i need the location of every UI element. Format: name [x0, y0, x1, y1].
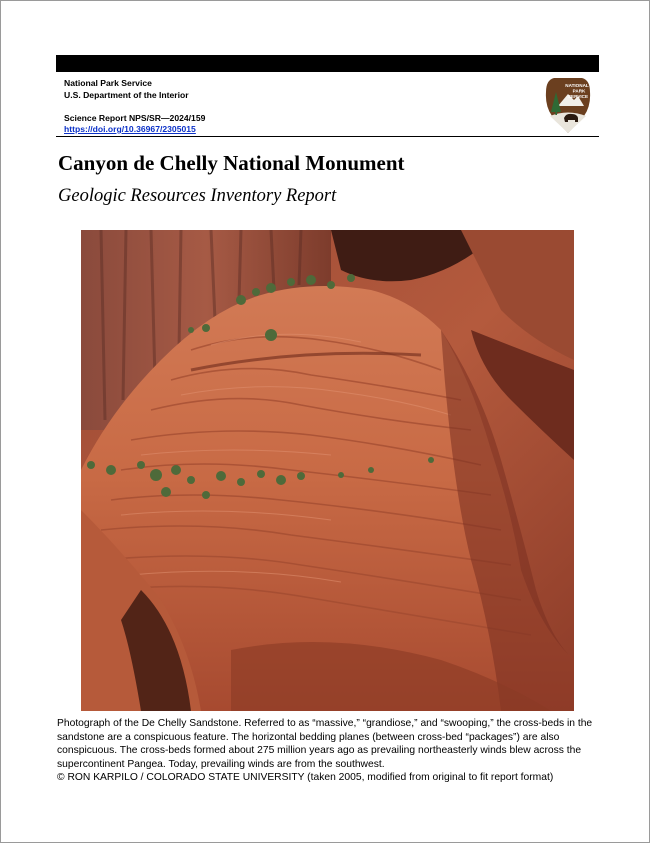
doi-link[interactable]: https://doi.org/10.36967/2305015 [64, 124, 196, 134]
agency-block [64, 77, 189, 101]
page-subtitle: Geologic Resources Inventory Report [58, 186, 337, 206]
logo-text-line1: NATIONAL [565, 83, 589, 88]
logo-text-line2: PARK [572, 88, 586, 94]
page-title: Canyon de Chelly National Monument [58, 151, 405, 175]
caption-text: Photograph of the De Chelly Sandstone. Referred to as “massive,” “grandiose,” and “swooping,” the cross-beds in the sandstone are a conspicuous feature. The horizontal bedding planes (between cross-bed “packages”) are also conspicuous. The cross-beds formed about 275 million years ago as prevailing northeasterly winds blew across the supercontinent Pangea. Today, prevailing winds are from the southwest. [57, 718, 593, 770]
nps-arrowhead-logo-icon [544, 76, 592, 134]
header-rule [56, 136, 599, 137]
agency-name: National Park Service [64, 78, 152, 88]
header-black-bar [56, 55, 599, 72]
photo-caption [57, 717, 602, 785]
report-number: Science Report NPS/SR—2024/159 [64, 113, 206, 123]
department-name: U.S. Department of the Interior [64, 90, 189, 100]
logo-text-line3: SERVICE [567, 94, 589, 99]
photo-credit: © RON KARPILO / COLORADO STATE UNIVERSITY (taken 2005, modified from original to fit report format) [57, 772, 554, 784]
sandstone-cross-beds-photo [81, 230, 574, 711]
